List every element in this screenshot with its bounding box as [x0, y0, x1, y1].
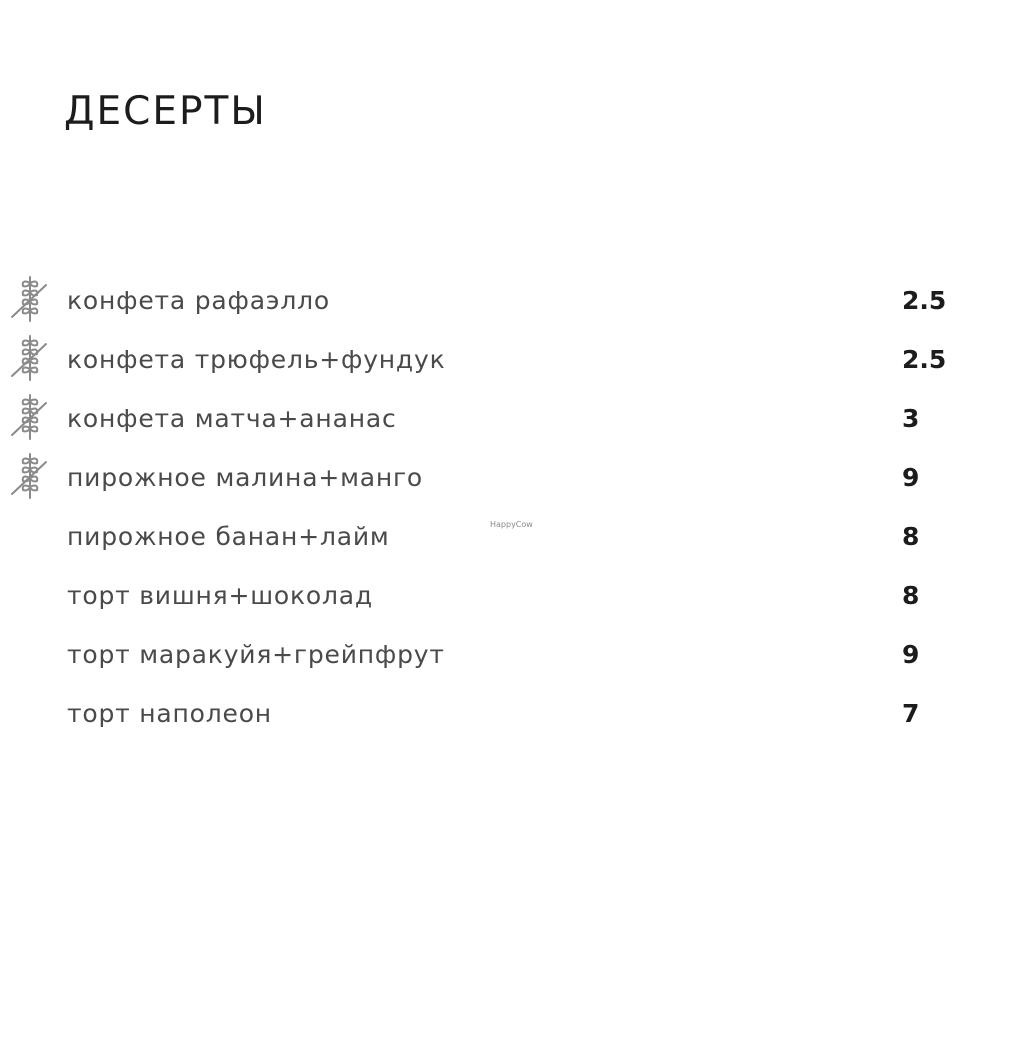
item-price: 9	[902, 640, 920, 669]
watermark-text: HappyCow	[490, 520, 533, 529]
item-price: 9	[902, 463, 920, 492]
gluten-free-icon	[8, 450, 50, 502]
item-name: конфета матча+ананас	[67, 404, 397, 433]
item-name: пирожное малина+манго	[67, 463, 424, 492]
item-price: 8	[902, 522, 920, 551]
item-name: конфета трюфель+фундук	[67, 345, 446, 374]
item-name: конфета рафаэлло	[67, 286, 330, 315]
dessert-menu-list	[0, 275, 1024, 747]
item-name: торт вишня+шоколад	[67, 581, 373, 610]
item-price: 3	[902, 404, 920, 433]
gluten-free-icon	[8, 332, 50, 384]
item-price: 7	[902, 699, 920, 728]
gluten-free-icon	[8, 273, 50, 325]
item-price: 2.5	[902, 345, 947, 374]
item-name: торт наполеон	[67, 699, 272, 728]
menu-item	[0, 334, 1024, 393]
gluten-free-icon	[8, 391, 50, 443]
item-name: пирожное банан+лайм	[67, 522, 390, 551]
menu-item	[0, 570, 1024, 629]
item-name: торт маракуйя+грейпфрут	[67, 640, 445, 669]
menu-item	[0, 629, 1024, 688]
menu-item	[0, 452, 1024, 511]
menu-item	[0, 275, 1024, 334]
menu-item	[0, 393, 1024, 452]
menu-item	[0, 688, 1024, 747]
item-price: 2.5	[902, 286, 947, 315]
page-title: ДЕСЕРТЫ	[64, 89, 267, 134]
item-price: 8	[902, 581, 920, 610]
